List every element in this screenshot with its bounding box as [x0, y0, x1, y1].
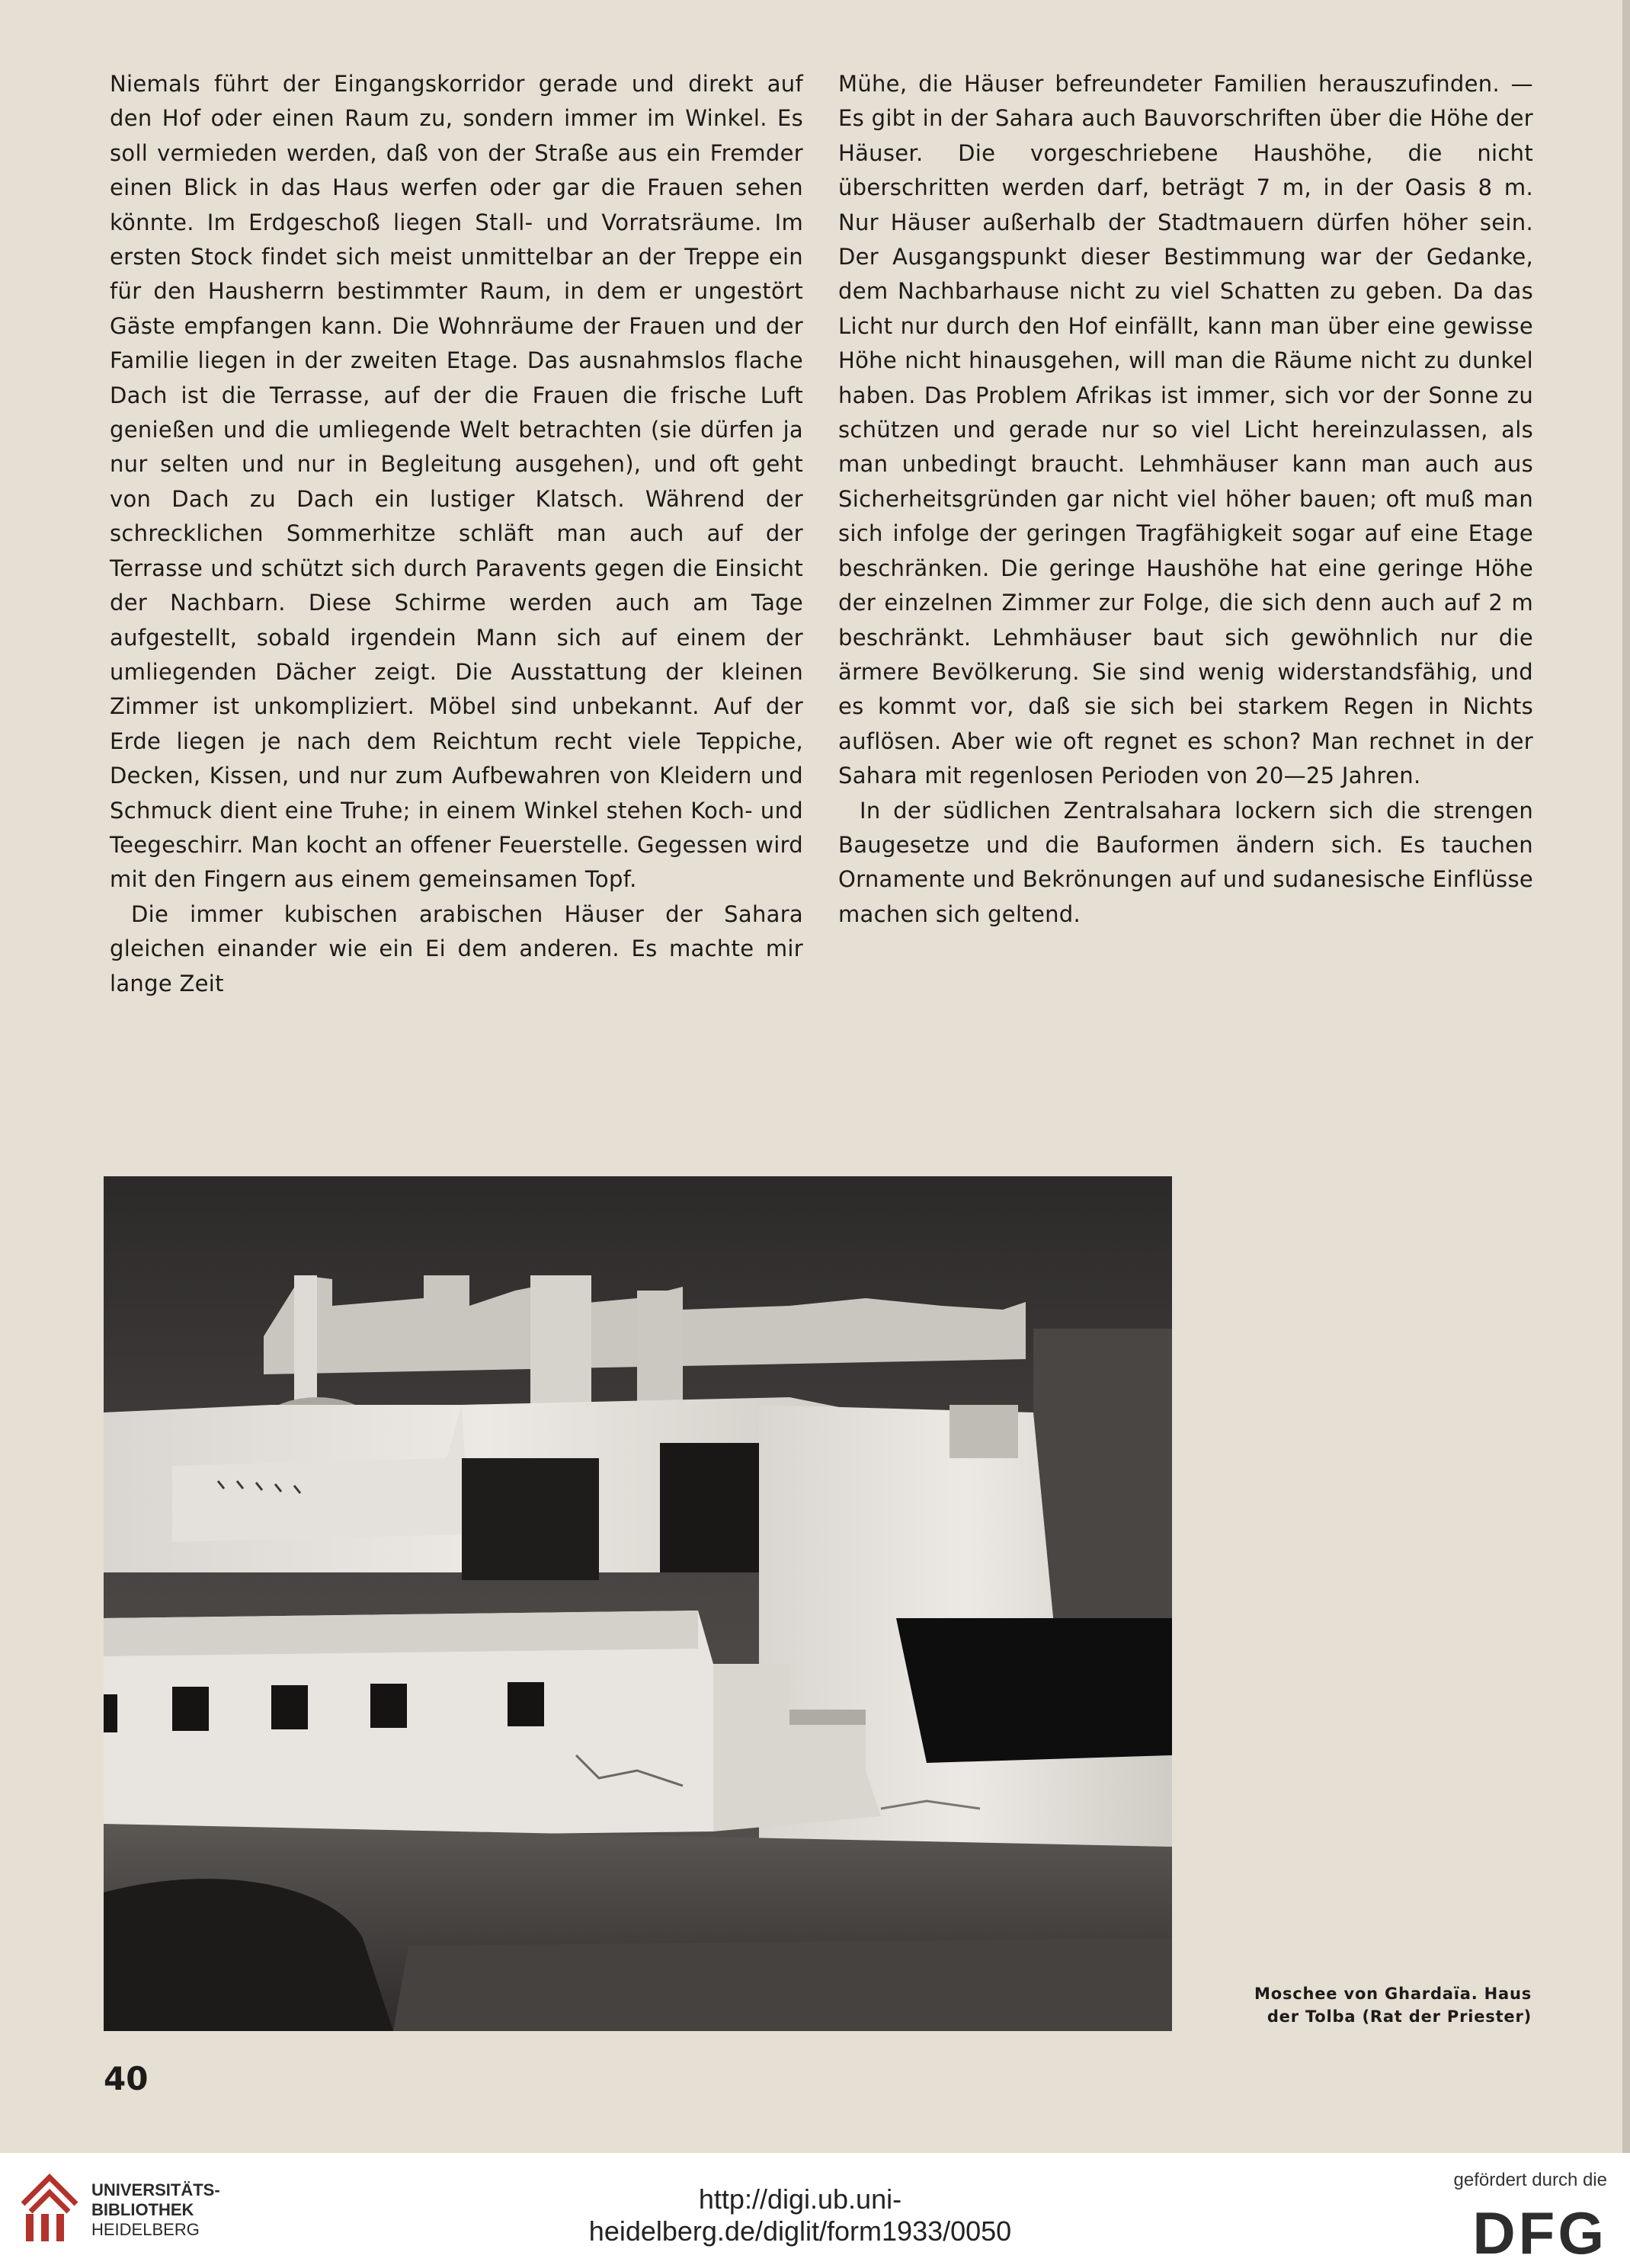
library-logo-icon[interactable]	[15, 2170, 84, 2246]
paragraph: Niemals führt der Eingangskorridor gerade und direkt auf den Hof oder einen Raum zu, sondern immer im Winkel. Es soll vermieden werden, daß von der Straße aus ein Fremder einen Blick in das Haus werfen oder gar die Frauen sehen könnte. Im Erdgeschoß liegen Stall- und Vorratsräume. Im ersten Stock findet sich meist unmittelbar an der Treppe ein für den Hausherrn bestimmter Raum, in dem er ungestört Gäste empfangen kann. Die Wohnräume der Frauen und der Familie liegen in der zweiten Etage. Das ausnahmslos flache Dach ist die Terrasse, auf der die Frauen die frische Luft genießen und die umliegende Welt betrachten (sie dürfen ja nur selten und nur in Begleitung ausgehen), und oft geht von Dach zu Dach ein lustiger Klatsch. Während der schrecklichen Sommerhitze schläft man auch auf der Terrasse und schützt sich durch Paravents gegen die Einsicht der Nachbarn. Diese Schirme werden auch am Tage aufgestellt, sobald irgendein Mann sich auf einem der umliegenden Dächer zeigt. Die Ausstattung der kleinen Zimmer ist unkompliziert. Möbel sind unbekannt. Auf der Erde liegen je nach dem Reichtum recht viele Teppiche, Decken, Kissen, und nur zum Aufbewahren von Kleidern und Schmuck dient eine Truhe; in einem Winkel stehen Koch- und Teegeschirr. Man kocht an offener Feuerstelle. Gegessen wird mit den Fingern aus einem gemeinsamen Topf.	[110, 71, 803, 893]
caption-line: Moschee von Ghardaïa. Haus	[1254, 1985, 1532, 2003]
figure-caption	[1227, 1982, 1532, 2028]
paragraph: In der südlichen Zentralsahara lockern sich die strengen Baugesetze und die Bauformen ändern sich. Es tauchen Ornamente und Bekrönungen auf und sudanesische Einflüsse machen sich geltend.	[838, 797, 1534, 927]
paragraph: Die immer kubischen arabischen Häuser der Sahara gleichen einander wie ein Ei dem anderen. Es machte mir lange Zeit	[110, 900, 803, 996]
photo-ghardaia-mosque	[104, 1176, 1172, 2031]
caption-line: der Tolba (Rat der Priester)	[1267, 2007, 1532, 2026]
text-column-right	[838, 67, 1533, 932]
digitization-footer	[0, 2153, 1630, 2268]
text-column-left	[110, 67, 803, 1001]
dfg-logo[interactable]: DFG	[1472, 2199, 1607, 2266]
library-name-line: HEIDELBERG	[91, 2220, 200, 2239]
library-name-line: UNIVERSITÄTS-	[91, 2180, 220, 2199]
library-name-line: BIBLIOTHEK	[91, 2200, 194, 2219]
photo-illustration	[104, 1176, 1172, 2031]
paragraph: Mühe, die Häuser befreundeter Familien herauszufinden. — Es gibt in der Sahara auch Bauvorschriften über die Höhe der Häuser. Die vorgeschriebene Haushöhe, die nicht überschritten werden darf, beträgt 7 m, in der Oasis 8 m. Nur Häuser außerhalb der Stadtmauern dürfen höher sein. Der Ausgangspunkt dieser Bestimmung war der Gedanke, dem Nachbarhause nicht zu viel Schatten zu geben. Da das Licht nur durch den Hof einfällt, kann man über eine gewisse Höhe nicht hinausgehen, will man die Räume nicht zu dunkel haben. Das Problem Afrikas ist immer, sich vor der Sonne zu schützen und gerade nur so viel Licht hereinzulassen, als man unbedingt braucht. Lehmhäuser kann man auch aus Sicherheitsgründen gar nicht viel höher bauen; oft muß man sich infolge der geringen Tragfähigkeit sogar auf eine Etage beschränken. Die geringe Haushöhe hat eine geringe Höhe der einzelnen Zimmer zur Folge, die sich denn auch auf 2 m beschränkt. Lehmhäuser baut sich gewöhnlich nur die ärmere Bevölkerung. Sie sind wenig widerstandsfähig, und es kommt vor, daß sie sich bei starkem Regen in Nichts auflösen. Aber wie oft regnet es schon? Man rechnet in der Sahara mit regenlosen Perioden von 20—25 Jahren.	[838, 71, 1533, 789]
page-edge	[1622, 0, 1630, 2153]
library-name[interactable]	[91, 2180, 220, 2240]
page-number: 40	[104, 2060, 149, 2097]
sponsor-label: gefördert durch die	[1453, 2170, 1607, 2190]
source-url-link[interactable]: http://digi.ub.uni-heidelberg.de/diglit/form1933/0050	[588, 2183, 1012, 2247]
